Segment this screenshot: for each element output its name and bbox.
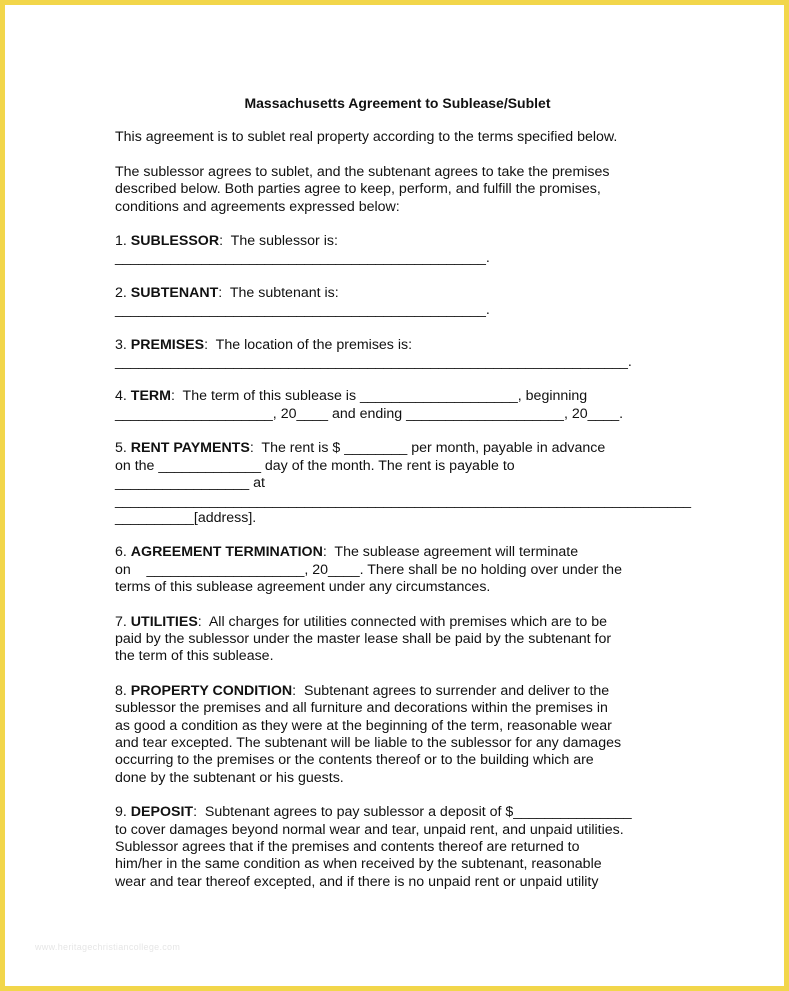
agreement-line: The sublessor agrees to sublet, and the subtenant agrees to take the premises — [115, 163, 610, 180]
sublessor-blank: _______________________________________________. — [115, 250, 490, 267]
document-title: Massachusetts Agreement to Sublease/Sublet — [244, 95, 551, 111]
property-condition-line: and tear excepted. The subtenant will be liable to the sublessor for any damages — [115, 734, 622, 751]
document-page — [5, 5, 784, 986]
property-condition-line: sublessor the premises and all furniture and decorations within the premises in — [115, 700, 608, 717]
sublessor-label: SUBLESSOR — [130, 233, 220, 250]
section-premises: 3. PREMISES: The location of the premises is: _________________________________________________________________. — [115, 337, 680, 372]
section-utilities: 7. UTILITIES: All charges for utilities connected with premises which are to be paid by the sublessor under the master lease shall be paid by the subtenant for the term of this sublease. — [115, 614, 680, 666]
term-line: ____________________, 20____ and ending ____________________, 20____. — [115, 405, 624, 422]
deposit-line: him/her in the same condition as when received by the subtenant, reasonable — [115, 856, 602, 873]
utilities-line: paid by the sublessor under the master lease shall be paid by the subtenant for — [115, 630, 612, 647]
termination-line: terms of this sublease agreement under any circumstances. — [115, 579, 491, 596]
rent-payments-label: RENT PAYMENTS — [130, 440, 250, 457]
deposit-line: Sublessor agrees that if the premises and contents thereof are returned to — [115, 839, 580, 855]
premises-blank: _________________________________________________________________. — [115, 354, 632, 371]
watermark-text: www.heritagechristiancollege.com — [35, 942, 181, 952]
termination-label: AGREEMENT TERMINATION — [130, 544, 323, 561]
property-condition-line: as good a condition as they were at the beginning of the term, reasonable wear — [115, 717, 612, 734]
intro-line: This agreement is to sublet real property according to the terms specified below. — [115, 129, 618, 146]
section-agreement-termination: 6. AGREEMENT TERMINATION: The sublease agreement will terminate on ____________________, 20____. There shall be no holding over under the terms of this sublease agreement under any circumstances. — [115, 544, 680, 596]
deposit-line: wear and tear thereof excepted, and if there is no unpaid rent or unpaid utility — [115, 873, 599, 890]
utilities-label: UTILITIES — [130, 613, 198, 630]
intro-paragraph — [115, 129, 680, 146]
property-condition-line: done by the subtenant or his guests. — [115, 769, 344, 786]
agreement-line: described below. Both parties agree to keep, perform, and fulfill the promises, — [115, 181, 601, 198]
agreement-paragraph — [115, 164, 680, 216]
deposit-label: DEPOSIT — [130, 804, 194, 821]
rent-line: on the _____________ day of the month. The rent is payable to — [115, 457, 515, 474]
property-condition-label: PROPERTY CONDITION — [130, 682, 293, 699]
termination-line: on ____________________, 20____. There shall be no holding over under the — [115, 561, 622, 578]
term-label: TERM — [130, 388, 171, 405]
section-sublessor: 1. SUBLESSOR: The sublessor is: _______________________________________________. — [115, 233, 680, 268]
agreement-line: conditions and agreements expressed below: — [115, 198, 400, 215]
section-rent-payments: 5. RENT PAYMENTS: The rent is $ ________ per month, payable in advance on the _____________ day of the month. The rent is payable to _________________ at _________________________________________________________________________ __________[address]. — [115, 440, 691, 526]
premises-label: PREMISES — [130, 336, 205, 353]
section-term: 4. TERM: The term of this sublease is ____________________, beginning ____________________, 20____ and ending ____________________, 20____. — [115, 388, 680, 423]
section-deposit: 9. DEPOSIT: Subtenant agrees to pay sublessor a deposit of $_______________ to cover damages beyond normal wear and tear, unpaid rent, and unpaid utilities. Sublessor agrees that if the premises and contents thereof are returned to him/her in the same condition as when received by the subtenant, reasonable wear and tear thereof excepted, and if there is no unpaid rent or unpaid utility — [115, 804, 680, 891]
subtenant-label: SUBTENANT — [130, 284, 219, 301]
section-property-condition: 8. PROPERTY CONDITION: Subtenant agrees to surrender and deliver to the sublessor the premises and all furniture and decorations within the premises in as good a condition as they were at the beginning of the term, reasonable wear and tear excepted. The subtenant will be liable to the sublessor for any damages occurring to the premises or the contents thereof or to the building which are done by the subtenant or his guests. — [115, 683, 680, 787]
utilities-line: the term of this sublease. — [115, 648, 274, 665]
rent-line: _________________________________________________________________________ — [115, 492, 691, 509]
agreement-document — [115, 95, 691, 908]
section-subtenant: 2. SUBTENANT: The subtenant is: _______________________________________________. — [115, 285, 680, 320]
subtenant-blank: _______________________________________________. — [115, 302, 490, 319]
deposit-line: to cover damages beyond normal wear and tear, unpaid rent, and unpaid utilities. — [115, 821, 624, 838]
rent-line: _________________ at — [115, 475, 265, 492]
property-condition-line: occurring to the premises or the contents thereof or to the building which are — [115, 752, 594, 769]
rent-line: __________[address]. — [115, 509, 257, 526]
